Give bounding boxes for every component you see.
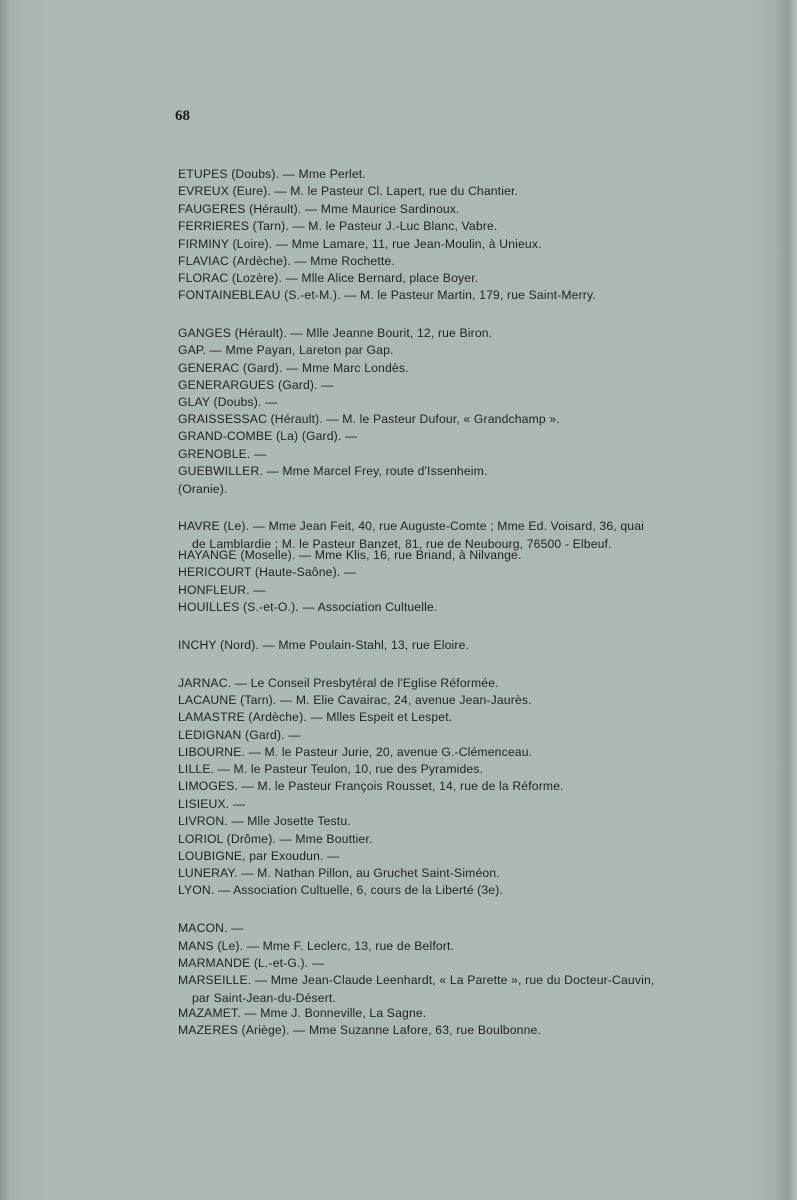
list-item: ETUPES (Doubs). — Mme Perlet. xyxy=(178,167,366,181)
list-item: FLORAC (Lozère). — Mlle Alice Bernard, place Boyer. xyxy=(178,271,479,285)
list-item: FIRMINY (Loire). — Mme Lamare, 11, rue Jean-Moulin, à Unieux. xyxy=(178,237,542,251)
list-item: LACAUNE (Tarn). — M. Elie Cavairac, 24, avenue Jean-Jaurès. xyxy=(178,693,532,707)
list-item: LIMOGES. — M. le Pasteur François Rousset, 14, rue de la Réforme. xyxy=(178,779,564,793)
page-shadow-right xyxy=(775,0,797,1200)
list-item: MACON. — xyxy=(178,921,244,935)
list-item: EVREUX (Eure). — M. le Pasteur Cl. Lapert, rue du Chantier. xyxy=(178,184,519,198)
list-item: LILLE. — M. le Pasteur Teulon, 10, rue des Pyramides. xyxy=(178,762,484,776)
list-item: LUNERAY. — M. Nathan Pillon, au Gruchet Saint-Siméon. xyxy=(178,866,500,880)
list-item: (Oranie). xyxy=(178,482,228,496)
list-item: LISIEUX. — xyxy=(178,797,246,811)
list-item: LAMASTRE (Ardèche). — Mlles Espeit et Lespet. xyxy=(178,710,453,724)
list-item: MARSEILLE. — Mme Jean-Claude Leenhardt, « La Parette », rue du Docteur-Cauvin, par Saint-Jean-du-Désert. xyxy=(178,973,655,1005)
list-item: FERRIERES (Tarn). — M. le Pasteur J.-Luc Blanc, Vabre. xyxy=(178,219,498,233)
list-item: GENERARGUES (Gard). — xyxy=(178,378,334,392)
list-item: MAZERES (Ariège). — Mme Suzanne Lafore, 63, rue Boulbonne. xyxy=(178,1023,541,1037)
list-item: MANS (Le). — Mme F. Leclerc, 13, rue de Belfort. xyxy=(178,939,455,953)
list-item: JARNAC. — Le Conseil Presbytéral de l'Eglise Réformée. xyxy=(178,676,499,690)
list-item: HAVRE (Le). — Mme Jean Feit, 40, rue Auguste-Comte ; Mme Ed. Voisard, 36, quai de Lamblardie ; M. le Pasteur Banzet, 81, rue de Neubourg, 76500 - Elbeuf. xyxy=(178,519,644,551)
page-shadow-left xyxy=(0,0,10,1200)
list-item: INCHY (Nord). — Mme Poulain-Stahl, 13, rue Eloire. xyxy=(178,638,470,652)
list-item: LYON. — Association Cultuelle, 6, cours de la Liberté (3e). xyxy=(178,883,503,897)
list-item: MAZAMET. — Mme J. Bonneville, La Sagne. xyxy=(178,1006,427,1020)
list-item: FONTAINEBLEAU (S.-et-M.). — M. le Pasteur Martin, 179, rue Saint-Merry. xyxy=(178,288,596,302)
list-item: LIBOURNE. — M. le Pasteur Jurie, 20, avenue G.-Clémenceau. xyxy=(178,745,533,759)
list-item: HOUILLES (S.-et-O.). — Association Cultuelle. xyxy=(178,600,438,614)
list-item: GRAND-COMBE (La) (Gard). — xyxy=(178,429,358,443)
list-item: GRAISSESSAC (Hérault). — M. le Pasteur Dufour, « Grandchamp ». xyxy=(178,412,560,426)
list-item: FLAVIAC (Ardèche). — Mme Rochette. xyxy=(178,254,395,268)
list-item: LOUBIGNE, par Exoudun. — xyxy=(178,849,340,863)
list-item: LORIOL (Drôme). — Mme Bouttier. xyxy=(178,832,373,846)
list-item: LIVRON. — Mlle Josette Testu. xyxy=(178,814,351,828)
list-item: GENERAC (Gard). — Mme Marc Londès. xyxy=(178,361,409,375)
list-item: GRENOBLE. — xyxy=(178,447,267,461)
list-item: HAYANGE (Moselle). — Mme Klis, 16, rue Briand, à Nilvange. xyxy=(178,548,522,562)
list-item: GLAY (Doubs). — xyxy=(178,395,278,409)
list-item: MARMANDE (L.-et-G.). — xyxy=(178,956,325,970)
list-item: FAUGERES (Hérault). — Mme Maurice Sardinoux. xyxy=(178,202,460,216)
list-item: HERICOURT (Haute-Saône). — xyxy=(178,565,357,579)
list-item: LEDIGNAN (Gard). — xyxy=(178,728,301,742)
list-item: HONFLEUR. — xyxy=(178,583,266,597)
list-item: GANGES (Hérault). — Mlle Jeanne Bourit, 12, rue Biron. xyxy=(178,326,493,340)
list-item: GAP. — Mme Payan, Lareton par Gap. xyxy=(178,343,394,357)
list-item: GUEBWILLER. — Mme Marcel Frey, route d'Issenheim. xyxy=(178,464,488,478)
page-number: 68 xyxy=(175,108,190,124)
